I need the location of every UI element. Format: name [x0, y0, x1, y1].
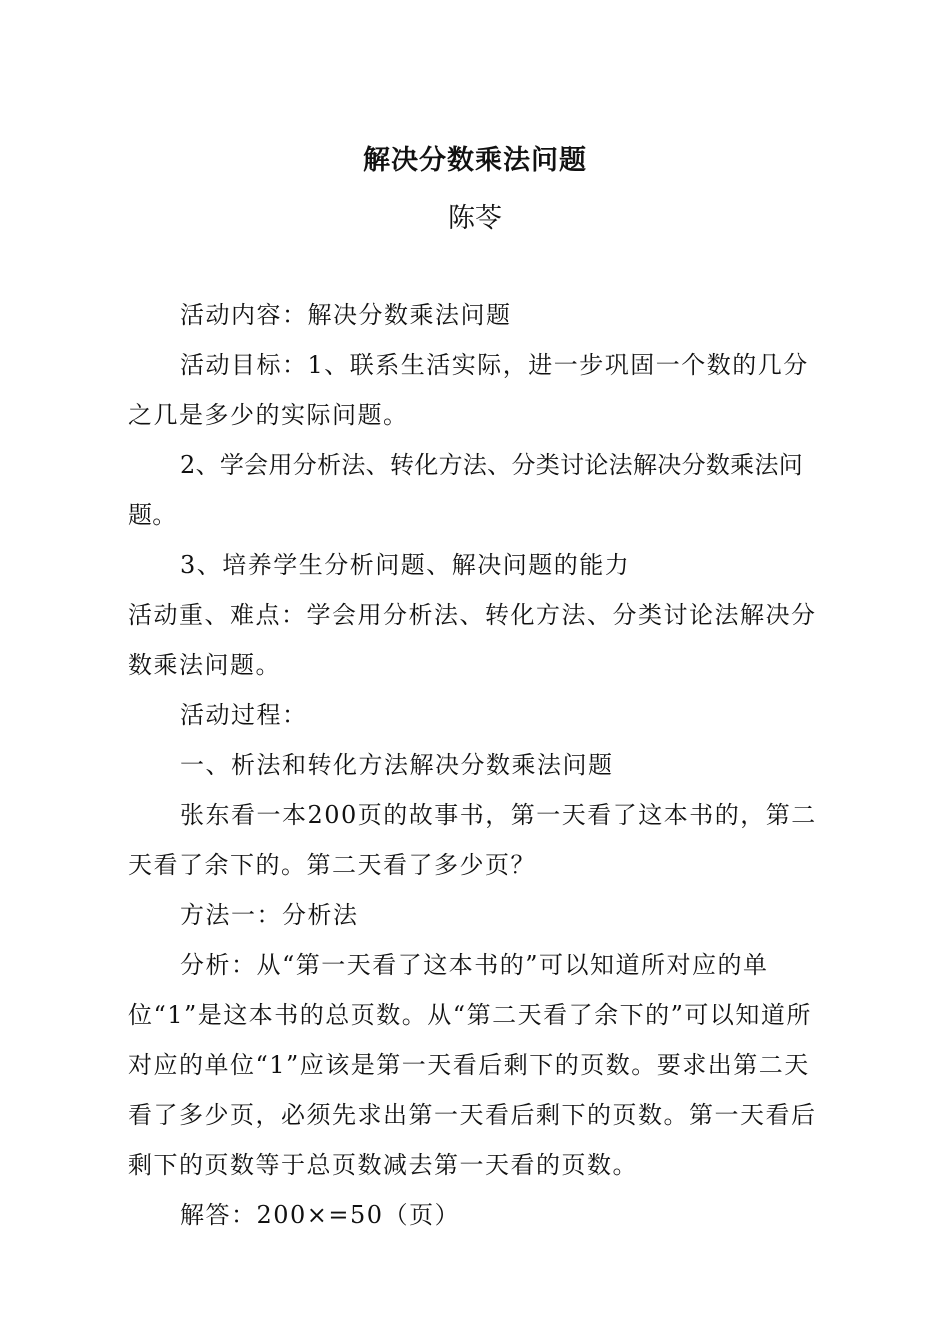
paragraph-answer: 解答：200×=50（页） — [180, 1201, 461, 1229]
paragraph-activity-content: 活动内容：解决分数乘法问题 — [180, 301, 512, 329]
document-author: 陈苓 — [448, 203, 502, 234]
document-body — [128, 290, 833, 1240]
paragraph-method-one: 方法一：分析法 — [180, 901, 359, 929]
paragraph-analysis: 分析：从“第一天看了这本书的”可以知道所对应的单位“1”是这本书的总页数。从“第二天看了余下的”可以知道所对应的单位“1”应该是第一天看后剩下的页数。要求出第二天看了多少页，必须先求出第一天看后剩下的页数。第一天看后剩下的页数等于总页数减去第一天看的页数。 — [128, 951, 817, 1179]
paragraph-section-one-heading: 一、析法和转化方法解决分数乘法问题 — [180, 751, 614, 779]
paragraph-key-difficult-points: 活动重、难点：学会用分析法、转化方法、分类讨论法解决分数乘法问题。 — [128, 601, 817, 679]
paragraph-activity-process: 活动过程： — [180, 701, 308, 729]
paragraph-problem-statement: 张东看一本200页的故事书，第一天看了这本书的，第二天看了余下的。第二天看了多少页？ — [128, 801, 817, 879]
paragraph-activity-goal-3: 3、培养学生分析问题、解决问题的能力 — [180, 551, 631, 579]
paragraph-activity-goal-1: 活动目标：1、联系生活实际，进一步巩固一个数的几分之几是多少的实际问题。 — [128, 351, 809, 429]
document-title: 解决分数乘法问题 — [363, 145, 587, 176]
paragraph-activity-goal-2: 2、学会用分析法、转化方法、分类讨论法解决分数乘法问题。 — [128, 451, 804, 529]
